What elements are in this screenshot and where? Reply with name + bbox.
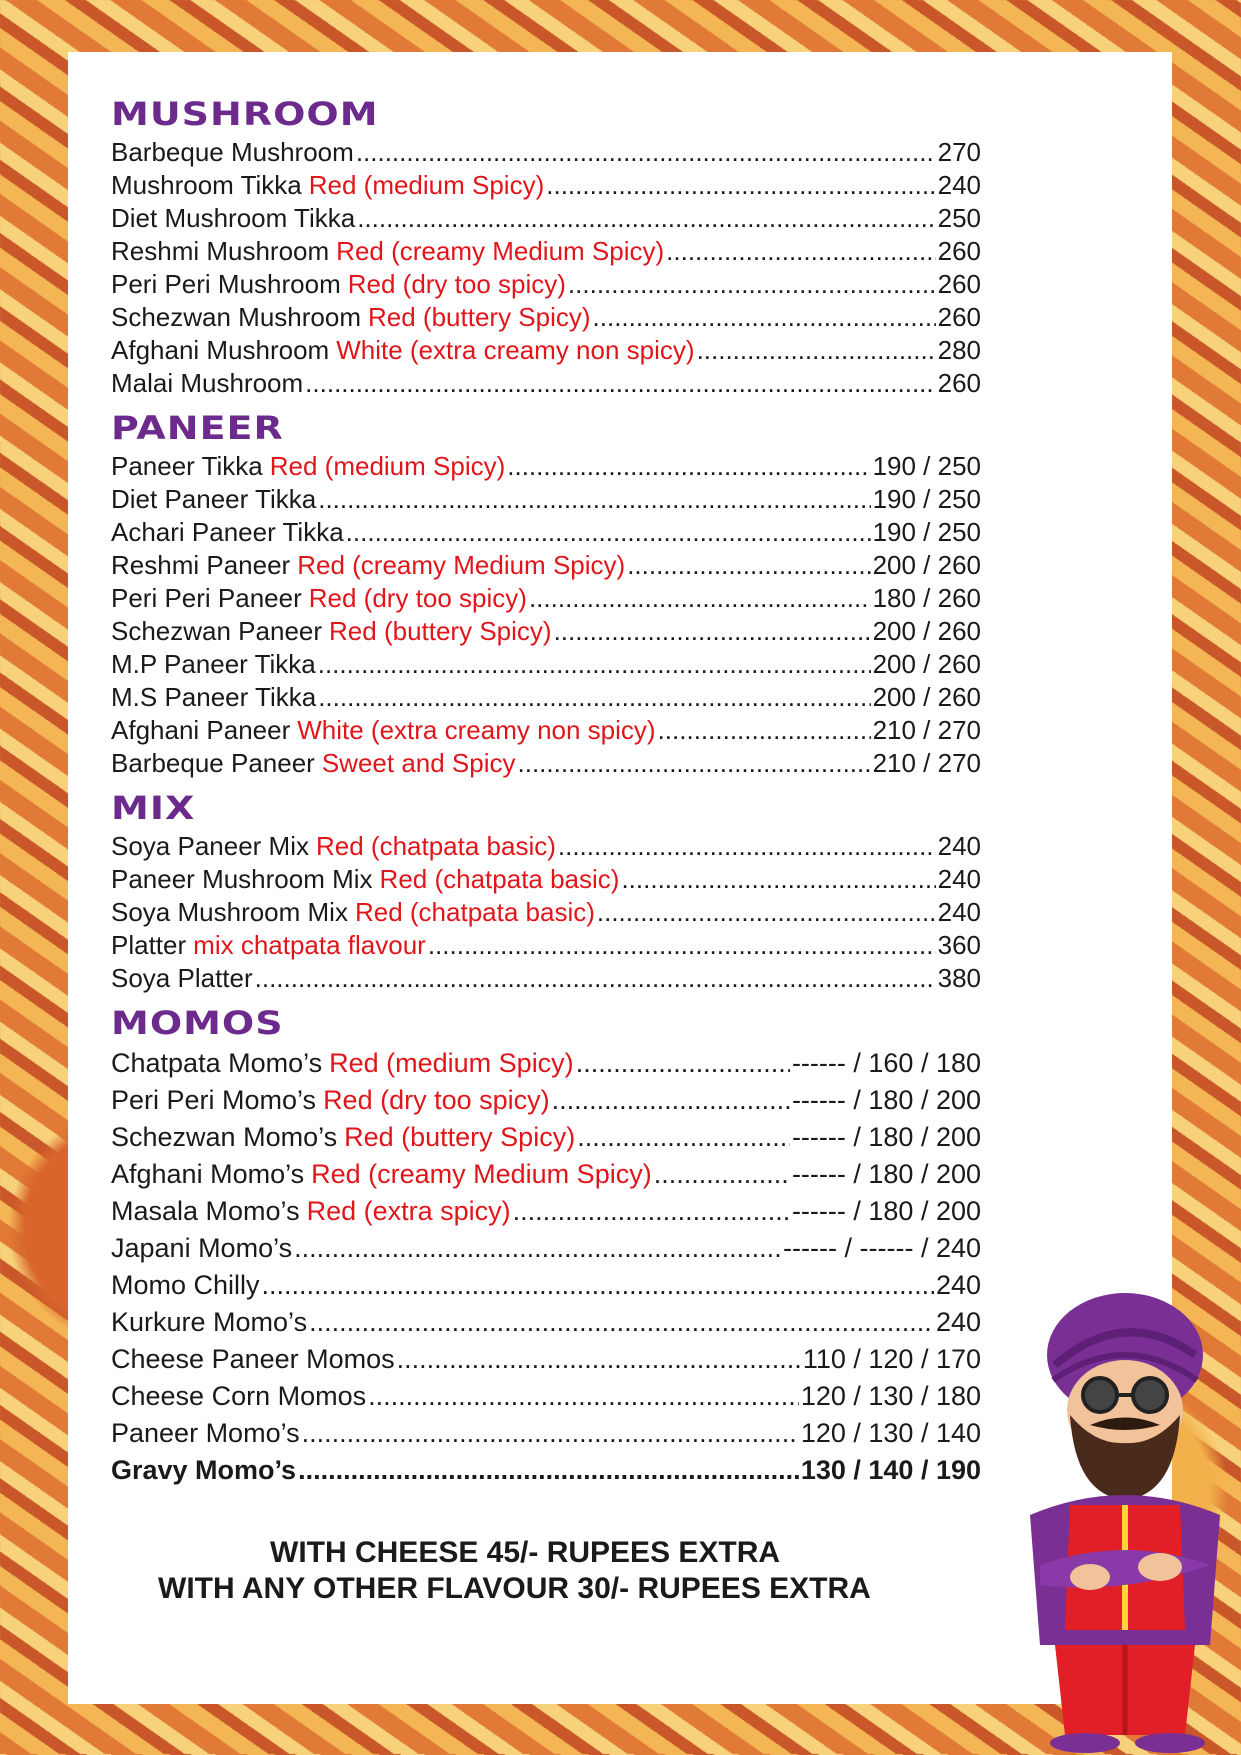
item-price: 110 / 120 / 170 bbox=[802, 1344, 981, 1374]
item-flavour: Red (buttery Spicy) bbox=[329, 616, 552, 646]
item-flavour: Red (creamy Medium Spicy) bbox=[311, 1159, 652, 1189]
item-price: 210 / 270 bbox=[872, 715, 981, 745]
item-name: Barbeque Paneer bbox=[111, 748, 315, 778]
item-price: 360 bbox=[937, 930, 981, 960]
dot-leader bbox=[255, 962, 936, 995]
menu-item bbox=[111, 235, 981, 268]
mascot-illustration bbox=[985, 1285, 1235, 1755]
item-name: Schezwan Momo’s bbox=[111, 1122, 338, 1152]
item-name: M.P Paneer Tikka bbox=[111, 649, 316, 679]
item-price: 260 bbox=[937, 269, 981, 299]
item-flavour: Red (chatpata basic) bbox=[354, 897, 595, 927]
menu-item bbox=[111, 1156, 981, 1193]
item-price: 240 bbox=[935, 1307, 981, 1337]
item-price: 240 bbox=[937, 897, 981, 927]
item-price: 280 bbox=[937, 335, 981, 365]
item-name: Japani Momo’s bbox=[111, 1233, 293, 1263]
dot-leader bbox=[298, 1452, 799, 1489]
section-title: MOMOS bbox=[111, 1004, 284, 1042]
item-price: ------ / 180 / 200 bbox=[791, 1085, 981, 1115]
item-name: Mushroom Tikka bbox=[111, 170, 302, 200]
item-price: 200 / 260 bbox=[872, 682, 981, 712]
dot-leader bbox=[357, 202, 935, 235]
menu-item bbox=[111, 962, 981, 995]
item-flavour: Red (medium Spicy) bbox=[269, 451, 506, 481]
menu-item bbox=[111, 483, 981, 516]
dot-leader bbox=[513, 1193, 790, 1230]
item-name: Paneer Tikka bbox=[111, 451, 263, 481]
item-flavour: Red (creamy Medium Spicy) bbox=[297, 550, 626, 580]
item-price: 240 bbox=[937, 170, 981, 200]
item-price: 210 / 270 bbox=[872, 748, 981, 778]
item-flavour: White (extra creamy non spicy) bbox=[336, 335, 695, 365]
menu-item bbox=[111, 1193, 981, 1230]
dot-leader bbox=[302, 1415, 799, 1452]
menu-item bbox=[111, 714, 981, 747]
item-name: Achari Paneer Tikka bbox=[111, 517, 344, 547]
item-name: Kurkure Momo’s bbox=[111, 1307, 308, 1337]
menu-item bbox=[111, 615, 981, 648]
item-name: Diet Mushroom Tikka bbox=[111, 203, 356, 233]
item-name: Barbeque Mushroom bbox=[111, 137, 354, 167]
item-price: 250 bbox=[937, 203, 981, 233]
item-name: Schezwan Paneer bbox=[111, 616, 323, 646]
menu-item bbox=[111, 334, 981, 367]
menu-item bbox=[111, 450, 981, 483]
dot-leader bbox=[666, 235, 935, 268]
dot-leader bbox=[577, 1119, 790, 1156]
item-flavour: mix chatpata flavour bbox=[193, 930, 426, 960]
dot-leader bbox=[558, 830, 936, 863]
menu-item bbox=[111, 202, 981, 235]
dot-leader bbox=[518, 747, 871, 780]
section-mix bbox=[111, 786, 981, 1001]
dot-leader bbox=[697, 334, 936, 367]
item-name: Gravy Momo’s bbox=[111, 1455, 297, 1485]
item-price: 200 / 260 bbox=[872, 616, 981, 646]
item-flavour: Red (chatpata basic) bbox=[315, 831, 556, 861]
dot-leader bbox=[305, 367, 935, 400]
dot-leader bbox=[621, 863, 935, 896]
item-price: 240 bbox=[937, 831, 981, 861]
dot-leader bbox=[368, 1378, 799, 1415]
item-price: 260 bbox=[937, 368, 981, 398]
item-price: 120 / 130 / 180 bbox=[800, 1381, 981, 1411]
menu-item bbox=[111, 516, 981, 549]
dot-leader bbox=[294, 1230, 781, 1267]
dot-leader bbox=[597, 896, 936, 929]
dot-leader bbox=[346, 516, 871, 549]
menu-item bbox=[111, 169, 981, 202]
item-price: 380 bbox=[937, 963, 981, 993]
dot-leader bbox=[428, 929, 936, 962]
item-flavour: Red (medium Spicy) bbox=[308, 170, 545, 200]
item-price: 120 / 130 / 140 bbox=[800, 1418, 981, 1448]
menu-item bbox=[111, 1267, 981, 1304]
dot-leader bbox=[318, 648, 871, 681]
item-price: 240 bbox=[935, 1270, 981, 1300]
item-name: Soya Mushroom Mix bbox=[111, 897, 348, 927]
dot-leader bbox=[529, 582, 871, 615]
dot-leader bbox=[356, 136, 936, 169]
section-mushroom bbox=[111, 92, 981, 406]
item-flavour: Red (dry too spicy) bbox=[308, 583, 527, 613]
item-name: Schezwan Mushroom bbox=[111, 302, 361, 332]
item-price: 260 bbox=[937, 302, 981, 332]
item-price: ------ / 180 / 200 bbox=[791, 1196, 981, 1226]
item-name: Reshmi Mushroom bbox=[111, 236, 330, 266]
item-name: Reshmi Paneer bbox=[111, 550, 291, 580]
section-title: PANEER bbox=[111, 409, 284, 447]
section-title: MUSHROOM bbox=[111, 95, 379, 133]
item-flavour: White (extra creamy non spicy) bbox=[297, 715, 656, 745]
dot-leader bbox=[397, 1341, 801, 1378]
item-name: Peri Peri Paneer bbox=[111, 583, 302, 613]
dot-leader bbox=[568, 268, 936, 301]
item-name: Diet Paneer Tikka bbox=[111, 484, 317, 514]
menu-item bbox=[111, 367, 981, 400]
section-momos bbox=[111, 1001, 981, 1495]
menu-item bbox=[111, 1452, 981, 1489]
menu-item bbox=[111, 1082, 981, 1119]
menu-item bbox=[111, 830, 981, 863]
item-price: ------ / 180 / 200 bbox=[791, 1122, 981, 1152]
menu-item bbox=[111, 268, 981, 301]
dot-leader bbox=[507, 450, 870, 483]
item-price: ------ / 160 / 180 bbox=[791, 1048, 981, 1078]
item-price: 200 / 260 bbox=[872, 550, 981, 580]
item-name: Momo Chilly bbox=[111, 1270, 260, 1300]
item-flavour: Red (extra spicy) bbox=[306, 1196, 511, 1226]
dot-leader bbox=[593, 301, 936, 334]
menu-item bbox=[111, 681, 981, 714]
menu-content bbox=[111, 92, 981, 1495]
item-price: 260 bbox=[937, 236, 981, 266]
dot-leader bbox=[552, 1082, 790, 1119]
item-flavour: Red (creamy Medium Spicy) bbox=[336, 236, 665, 266]
item-price: 190 / 250 bbox=[872, 451, 981, 481]
item-price: 190 / 250 bbox=[872, 517, 981, 547]
item-price: 180 / 260 bbox=[872, 583, 981, 613]
item-name: Paneer Mushroom Mix bbox=[111, 864, 373, 894]
item-name: Afghani Mushroom bbox=[111, 335, 330, 365]
item-name: Soya Paneer Mix bbox=[111, 831, 309, 861]
menu-item bbox=[111, 1304, 981, 1341]
item-name: Masala Momo’s bbox=[111, 1196, 300, 1226]
dot-leader bbox=[318, 681, 870, 714]
menu-item bbox=[111, 1341, 981, 1378]
menu-item bbox=[111, 863, 981, 896]
item-name: Afghani Paneer bbox=[111, 715, 291, 745]
menu-item bbox=[111, 747, 981, 780]
menu-item bbox=[111, 1045, 981, 1082]
menu-item bbox=[111, 1119, 981, 1156]
item-name: Paneer Momo’s bbox=[111, 1418, 300, 1448]
item-flavour: Red (dry too spicy) bbox=[323, 1085, 550, 1115]
menu-item bbox=[111, 549, 981, 582]
dot-leader bbox=[309, 1304, 934, 1341]
item-name: Peri Peri Momo’s bbox=[111, 1085, 317, 1115]
item-flavour: Red (dry too spicy) bbox=[347, 269, 566, 299]
item-price: 270 bbox=[937, 137, 981, 167]
item-price: 240 bbox=[937, 864, 981, 894]
item-price: ------ / ------ / 240 bbox=[783, 1233, 981, 1263]
menu-item bbox=[111, 582, 981, 615]
dot-leader bbox=[576, 1045, 790, 1082]
flavour-extra-note: WITH ANY OTHER FLAVOUR 30/- RUPEES EXTRA bbox=[158, 1572, 871, 1605]
menu-item bbox=[111, 648, 981, 681]
section-paneer bbox=[111, 406, 981, 786]
dot-leader bbox=[654, 1156, 790, 1193]
item-flavour: Red (medium Spicy) bbox=[329, 1048, 574, 1078]
dot-leader bbox=[318, 483, 870, 516]
item-price: ------ / 180 / 200 bbox=[791, 1159, 981, 1189]
dot-leader bbox=[658, 714, 871, 747]
item-flavour: Red (buttery Spicy) bbox=[368, 302, 591, 332]
item-flavour: Red (chatpata basic) bbox=[379, 864, 620, 894]
dot-leader bbox=[262, 1267, 934, 1304]
menu-item bbox=[111, 896, 981, 929]
item-name: Soya Platter bbox=[111, 963, 253, 993]
section-title: MIX bbox=[111, 789, 196, 827]
item-name: Afghani Momo’s bbox=[111, 1159, 305, 1189]
item-price: 190 / 250 bbox=[872, 484, 981, 514]
item-price: 130 / 140 / 190 bbox=[800, 1455, 981, 1485]
item-name: Platter bbox=[111, 930, 187, 960]
menu-item bbox=[111, 136, 981, 169]
item-name: Malai Mushroom bbox=[111, 368, 304, 398]
menu-item bbox=[111, 1415, 981, 1452]
dot-leader bbox=[627, 549, 870, 582]
item-name: Cheese Corn Momos bbox=[111, 1381, 367, 1411]
item-name: Peri Peri Mushroom bbox=[111, 269, 341, 299]
item-name: M.S Paneer Tikka bbox=[111, 682, 317, 712]
item-flavour: Sweet and Spicy bbox=[321, 748, 516, 778]
menu-item bbox=[111, 301, 981, 334]
cheese-extra-note: WITH CHEESE 45/- RUPEES EXTRA bbox=[270, 1536, 781, 1569]
menu-item bbox=[111, 1230, 981, 1267]
dot-leader bbox=[554, 615, 871, 648]
item-flavour: Red (buttery Spicy) bbox=[344, 1122, 576, 1152]
item-name: Cheese Paneer Momos bbox=[111, 1344, 395, 1374]
dot-leader bbox=[546, 169, 935, 202]
item-name: Chatpata Momo’s bbox=[111, 1048, 323, 1078]
menu-item bbox=[111, 929, 981, 962]
menu-item bbox=[111, 1378, 981, 1415]
item-price: 200 / 260 bbox=[872, 649, 981, 679]
